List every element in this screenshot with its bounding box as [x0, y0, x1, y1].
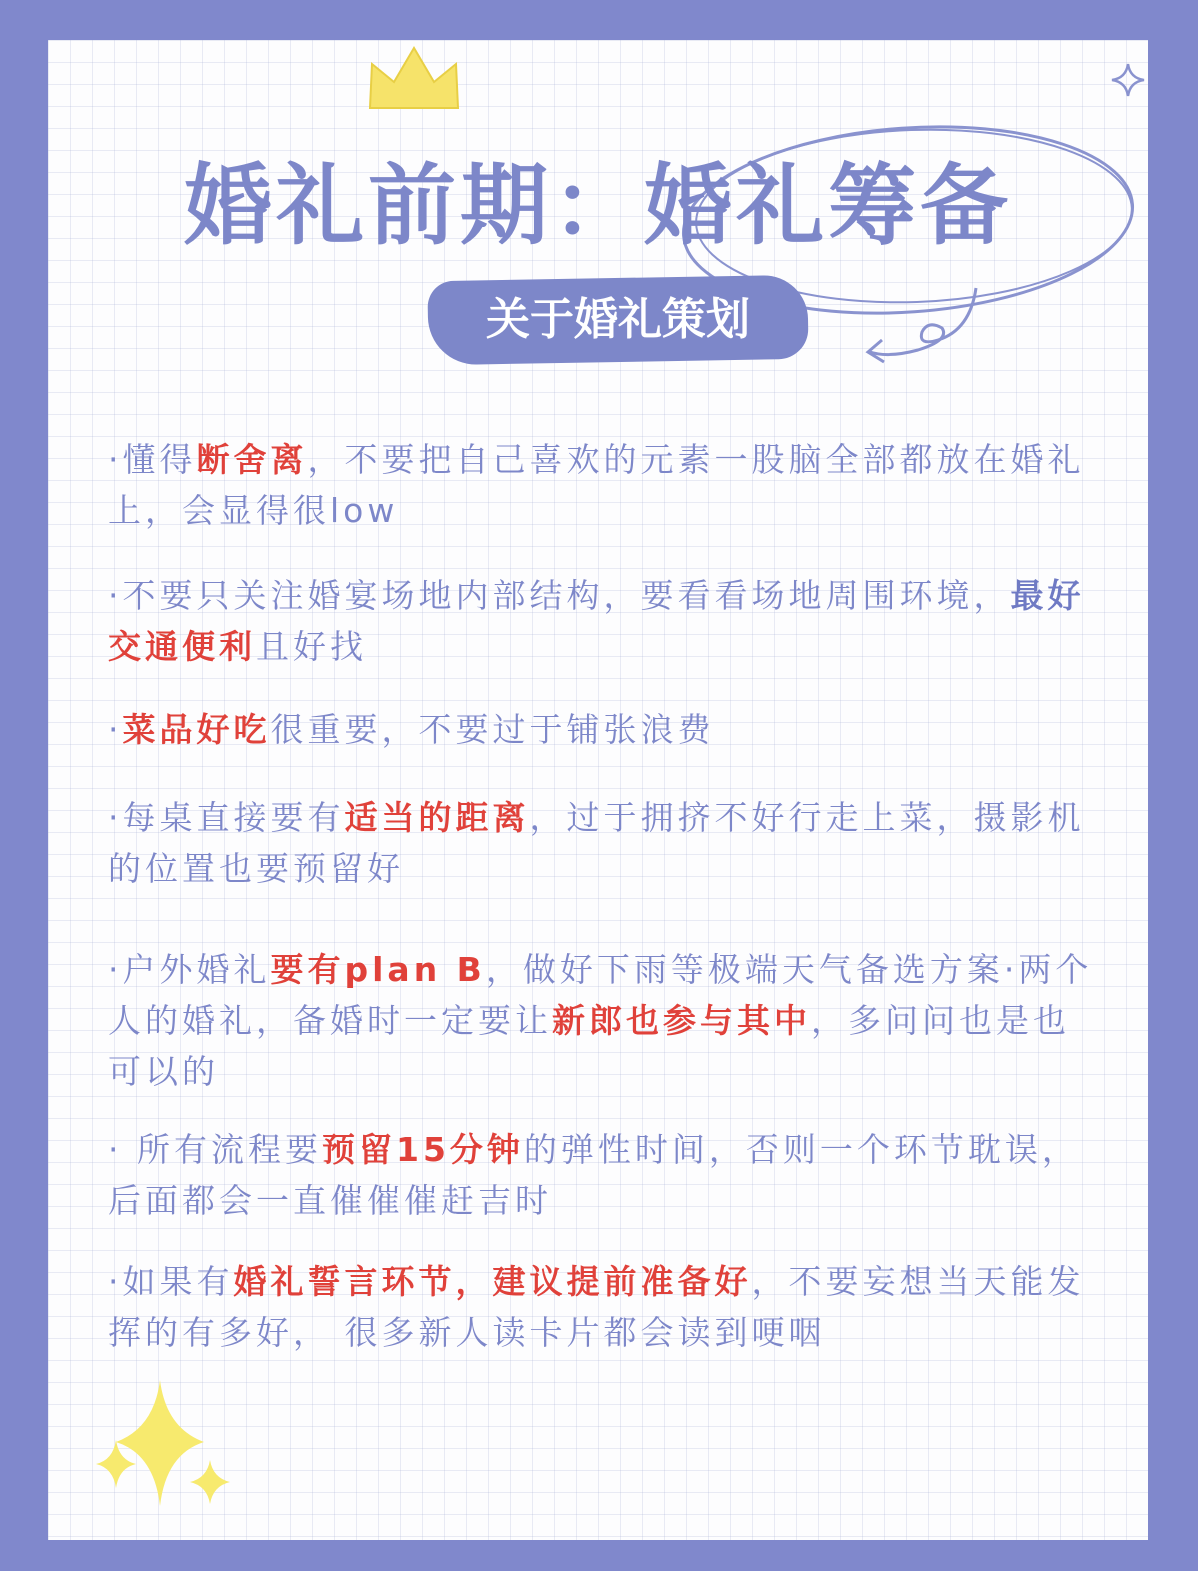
tip-item — [108, 944, 1098, 1097]
highlight-text: 婚礼誓言环节，建议提前准备好 — [233, 1262, 752, 1301]
sparkle-icon — [92, 1370, 242, 1520]
tip-text: ·懂得 — [108, 440, 197, 479]
highlight-text: 断舍离 — [196, 440, 308, 479]
tip-text: ·不要只关注婚宴场地内部结构，要看看场地周围环境， — [108, 576, 1011, 615]
bold-text: 最好 — [1010, 576, 1085, 615]
tip-text: ·户外婚礼 — [108, 950, 271, 989]
tip-text: 很重要，不要过于铺张浪费 — [270, 710, 715, 749]
tip-text: 且好找 — [256, 627, 367, 666]
highlight-text: 要有plan B — [270, 950, 486, 989]
highlight-text: 菜品好吃 — [122, 710, 271, 749]
tip-text: ·如果有 — [108, 1262, 234, 1301]
note-card — [48, 40, 1148, 1540]
tip-item — [108, 434, 1098, 536]
tip-text: · — [108, 710, 123, 749]
tip-item — [108, 792, 1098, 894]
tip-item — [108, 704, 1098, 755]
crown-icon — [364, 42, 464, 114]
page-title: 婚礼前期：婚礼筹备 — [183, 154, 1012, 257]
tip-item — [108, 1124, 1098, 1226]
tip-item — [108, 1256, 1098, 1358]
tip-text: 的弹性时间，否则一个环节耽误，后面都会一直催催催赶吉时 — [108, 1130, 1079, 1220]
subtitle-badge: 关于婚礼策划 — [486, 294, 750, 345]
highlight-text: 新郎也参与其中 — [552, 1001, 811, 1040]
tip-text: ·每桌直接要有 — [108, 798, 345, 837]
tip-text: · 所有流程要 — [108, 1130, 322, 1169]
tip-text: ，不要把自己喜欢的元素一股脑全部都放在婚礼上，会显得很low — [108, 440, 1085, 530]
tip-text: ，过于拥挤不好行走上菜，摄影机的位置也要预留好 — [108, 798, 1085, 888]
star-outline-icon — [1110, 62, 1146, 98]
tip-text: ，多问问也是也可以的 — [108, 1001, 1070, 1091]
squiggle-arrow-icon — [858, 280, 988, 370]
tip-item — [108, 570, 1098, 672]
highlight-text: 适当的距离 — [344, 798, 530, 837]
highlight-text: 交通便利 — [108, 627, 256, 666]
tip-text: ，不要妄想当天能发挥的有多好， 很多新人读卡片都会读到哽咽 — [108, 1262, 1085, 1352]
highlight-text: 预留15分钟 — [321, 1130, 524, 1169]
tip-text: ，做好下雨等极端天气备选方案·两个人的婚礼，备婚时一定要让 — [108, 950, 1093, 1040]
